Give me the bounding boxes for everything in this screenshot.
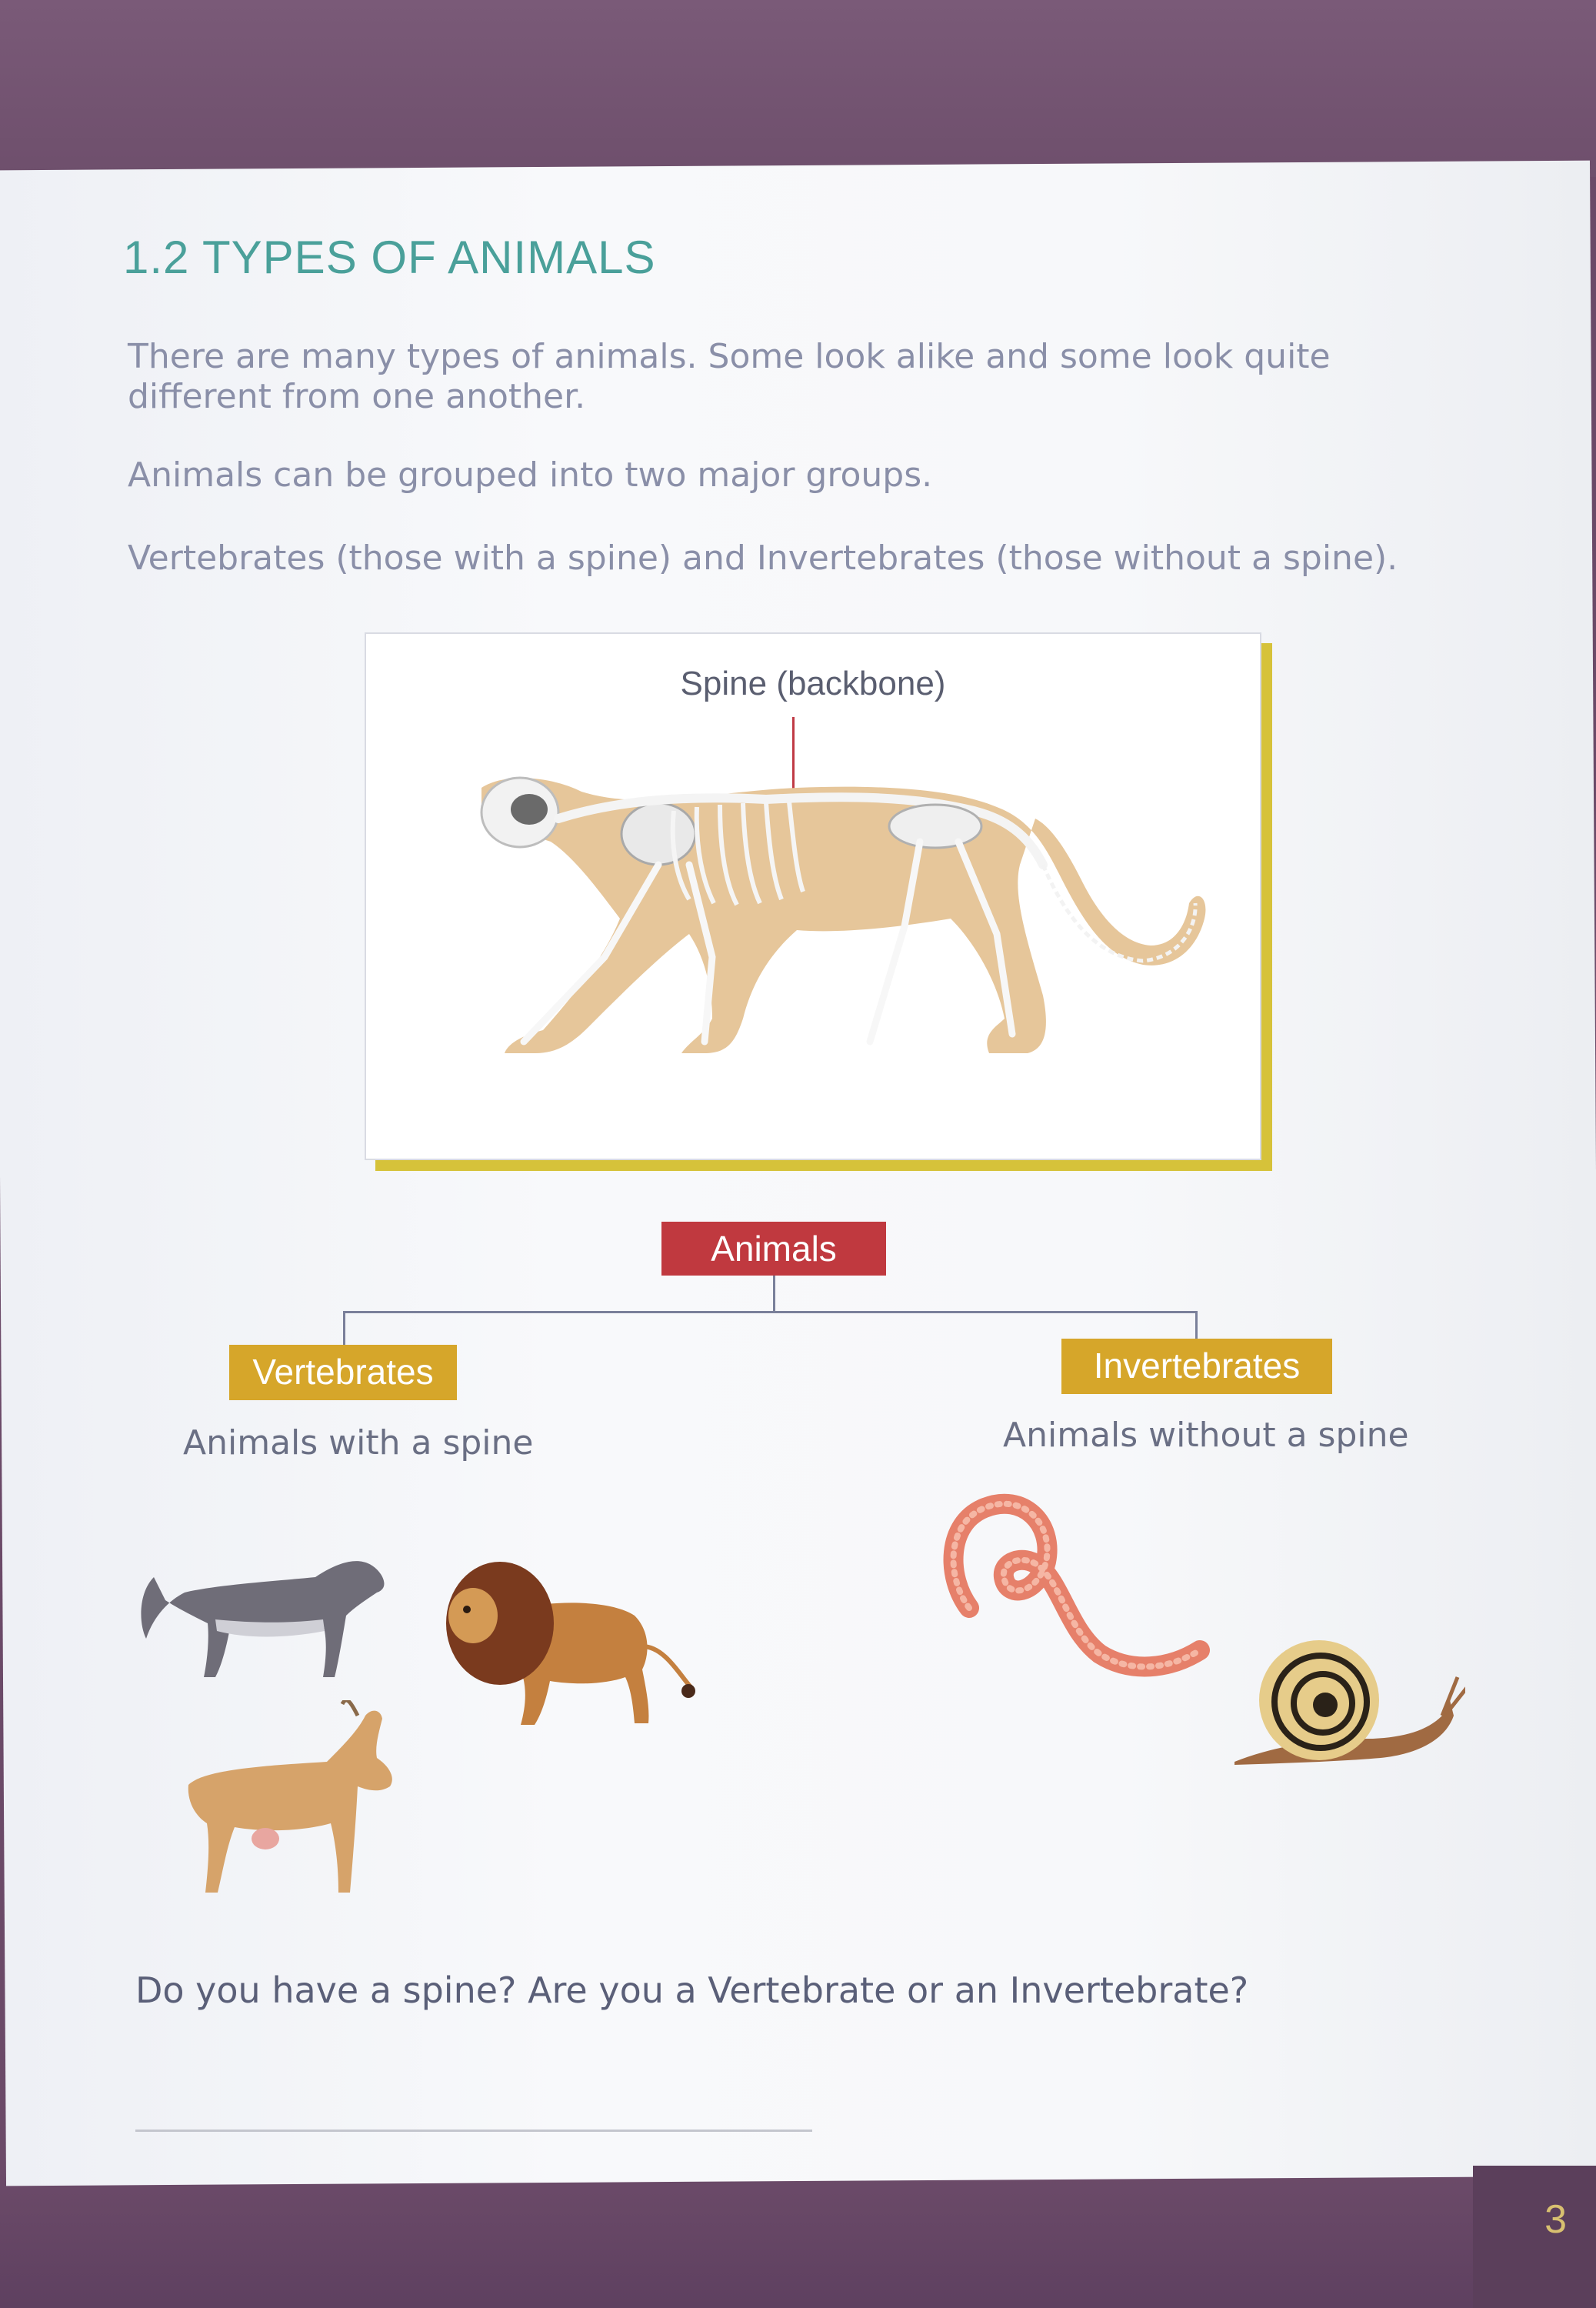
animals-tag: Animals	[661, 1222, 886, 1276]
answer-line[interactable]	[135, 2130, 812, 2132]
tree-branch-horizontal	[343, 1311, 1197, 1313]
invertebrates-description: Animals without a spine	[1003, 1416, 1409, 1455]
lion-illustration	[427, 1554, 696, 1731]
tree-branch-right	[1195, 1311, 1198, 1340]
skeleton-figure	[365, 632, 1261, 1160]
cat-skeleton-illustration	[366, 634, 1260, 1159]
section-title: 1.2 TYPES OF ANIMALS	[123, 232, 656, 283]
snail-illustration	[1227, 1623, 1465, 1769]
spine-label: Spine (backbone)	[680, 665, 946, 702]
invertebrates-tag: Invertebrates	[1061, 1339, 1332, 1394]
tree-stem	[773, 1276, 775, 1312]
vertebrates-tag: Vertebrates	[229, 1345, 457, 1400]
goat-illustration	[173, 1700, 411, 1908]
background-top	[0, 0, 1596, 177]
page-number: 3	[1544, 2197, 1567, 2242]
vertebrate-definition-paragraph: Vertebrates (those with a spine) and Invertebrates (those without a spine).	[128, 539, 1398, 578]
page-corner-tab	[1473, 2166, 1596, 2308]
tree-branch-left	[343, 1311, 345, 1346]
background-bottom	[0, 2170, 1596, 2308]
wolf-illustration	[131, 1516, 392, 1685]
worm-illustration	[938, 1493, 1231, 1693]
intro-paragraph: There are many types of animals. Some look alike and some look quite different from one another.	[128, 337, 1331, 416]
question-text: Do you have a spine? Are you a Vertebrate or an Invertebrate?	[135, 1969, 1249, 2011]
vertebrates-description: Animals with a spine	[183, 1423, 534, 1463]
groups-paragraph: Animals can be grouped into two major groups.	[128, 455, 933, 495]
